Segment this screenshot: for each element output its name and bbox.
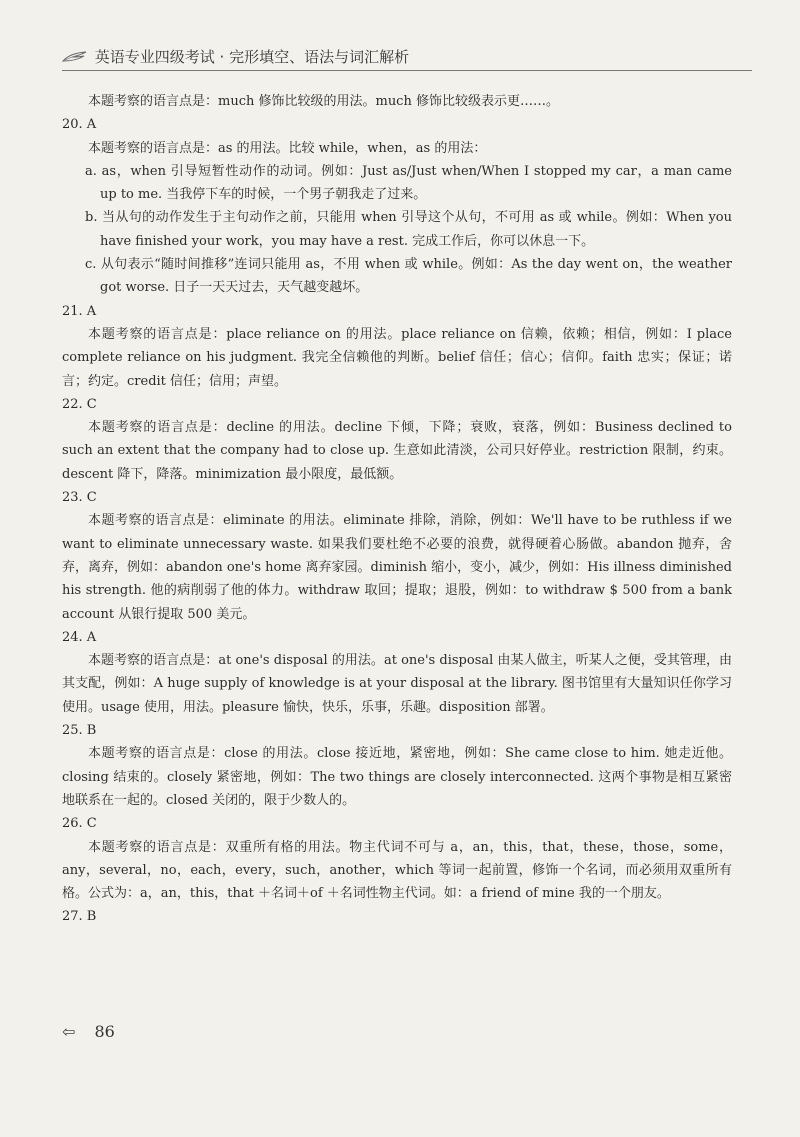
header-rule [62,70,752,71]
answer-22: 22. C [62,396,97,412]
explanation-22: 本题考察的语言点是：decline 的用法。decline 下倾，下降；衰败，衰落，例如：Business declined to such an extent that the company had to close up. 生意如此清淡，公司只好停业。restriction 限制，约束。descent 降下，降落。minimization 最小限度，最低额。 [62,420,732,482]
explanation-25: 本题考察的语言点是：close 的用法。close 接近地，紧密地，例如：She came close to him. 她走近他。closing 结束的。closely 紧密地，例如：The two things are closely interconnected. 这两个事物是相互紧密地联系在一起的。closed 关闭的，限于少数人的。 [62,746,732,808]
header-title: 英语专业四级考试 · 完形填空、语法与词汇解析 [94,48,410,66]
explanation-20-c: c. 从句表示“随时间推移”连词只能用 as，不用 when 或 while。例如：As the day went on，the weather got worse. 日子一天天过去，天气越变越坏。 [85,257,732,296]
answer-26: 26. C [62,816,97,832]
answer-23: 23. C [62,490,97,506]
left-arrow-icon: ⇦ [62,1022,76,1041]
page-footer [62,1022,115,1041]
explanation-20: 本题考察的语言点是：as 的用法。比较 while，when，as 的用法： [88,140,487,156]
explanation-26: 本题考察的语言点是：双重所有格的用法。物主代词不可与 a，an，this，that，these，those，some，any，several，no，each，every，such，another，which 等词一起前置，修饰一个名词，而必须用双重所有格。公式为：a，an，this，that ＋名词＋of ＋名词性物主代词。如：a friend of mine 我的一个朋友。 [62,839,732,902]
explanation-20-a: a. as，when 引导短暂性动作的动词。例如：Just as/Just when/When I stopped my car，a man came up to me. 当我停下车的时候，一个男子朝我走了过来。 [85,163,732,203]
explanation-24: 本题考察的语言点是：at one's disposal 的用法。at one's disposal 由某人做主，听某人之便，受其管理，由其支配，例如：A huge supply of knowledge is at your disposal at the library. 图书馆里有大量知识任你学习使用。usage 使用，用法。pleasure 愉快，快乐，乐事，乐趣。disposition 部署。 [62,653,732,715]
answer-21: 21. A [62,303,97,319]
answer-25: 25. B [62,723,97,739]
explanation-20-b: b. 当从句的动作发生于主句动作之前，只能用 when 引导这个从句，不可用 as 或 while。例如：When you have finished your work，you may have a rest. 完成工作后，你可以休息一下。 [85,210,732,249]
page-body [62,90,732,929]
feather-icon [62,51,88,63]
answer-27: 27. B [62,909,97,925]
explanation-21: 本题考察的语言点是：place reliance on 的用法。place reliance on 信赖，依赖；相信，例如：I place complete reliance on his judgment. 我完全信赖他的判断。belief 信任；信心；信仰。faith 忠实；保证；诺言；约定。credit 信任；信用；声望。 [62,326,732,389]
answer-24: 24. A [62,629,97,645]
intro-paragraph: 本题考察的语言点是：much 修饰比较级的用法。much 修饰比较级表示更……。 [88,94,559,109]
answer-20: 20. A [62,117,97,133]
explanation-23: 本题考察的语言点是：eliminate 的用法。eliminate 排除，消除，例如：We'll have to be ruthless if we want to eliminate unnecessary waste. 如果我们要杜绝不必要的浪费，就得硬着心肠做。abandon 抛弃，舍弃，离弃，例如：abandon one's home 离弃家园。diminish 缩小，变小，减少，例如：His illness diminished his strength. 他的病削弱了他的体力。withdraw 取回；提取；退股，例如：to withdraw $ 500 from a bank account 从银行提取 500 美元。 [62,513,733,622]
running-header [62,46,752,67]
page-number: 86 [94,1022,115,1041]
